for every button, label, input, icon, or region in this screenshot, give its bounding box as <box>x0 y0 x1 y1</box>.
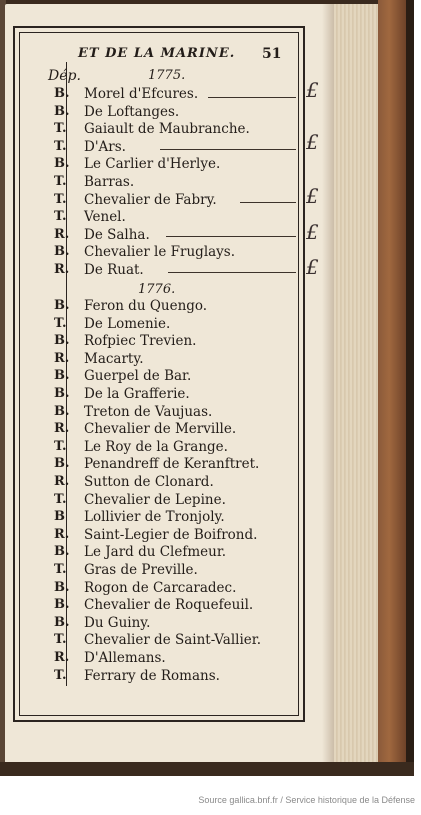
department-code: T. <box>54 138 67 154</box>
list-entry <box>0 192 330 209</box>
department-code: T. <box>54 191 67 207</box>
department-code: B. <box>54 86 70 101</box>
department-code: R. <box>54 474 70 489</box>
department-code: T. <box>54 667 67 683</box>
handwritten-margin-mark: £ <box>306 220 319 244</box>
list-entry <box>0 209 330 226</box>
department-code: T. <box>54 209 67 225</box>
handwritten-margin-mark: £ <box>306 184 319 208</box>
department-code: B. <box>54 614 70 630</box>
department-code: R. <box>54 421 70 437</box>
officer-name: Chevalier de Merville. <box>84 421 237 438</box>
year-heading-1776: 1776. <box>138 282 176 297</box>
department-code: B. <box>54 368 70 384</box>
department-code: R. <box>54 262 70 277</box>
list-entry <box>0 544 330 561</box>
officer-name: De Salha. <box>84 226 150 243</box>
officer-name: Chevalier de Roquefeuil. <box>84 597 254 614</box>
list-entry <box>0 456 330 473</box>
officer-name: Saint-Legier de Boifrond. <box>84 526 258 543</box>
department-code: B. <box>54 544 70 560</box>
list-entry <box>0 668 330 685</box>
running-head: ET DE LA MARINE. <box>78 46 236 61</box>
handwritten-margin-mark: £ <box>306 255 319 279</box>
handwritten-line <box>240 202 296 203</box>
department-code: B. <box>54 403 70 419</box>
list-entry <box>0 244 330 261</box>
list-entry <box>0 121 330 138</box>
list-entry <box>0 509 330 526</box>
department-code: B. <box>54 456 70 472</box>
officer-name: Rogon de Carcaradec. <box>84 579 237 596</box>
list-entry <box>0 615 330 632</box>
list-entry <box>0 104 330 121</box>
list-entry <box>0 527 330 544</box>
department-code: T. <box>54 491 67 507</box>
officer-name: Macarty. <box>84 350 144 367</box>
officer-name: De la Grafferie. <box>84 386 190 402</box>
officer-name: D'Allemans. <box>84 650 166 666</box>
department-code: B. <box>54 298 70 313</box>
department-code: T. <box>54 121 67 137</box>
list-entry <box>0 421 330 438</box>
handwritten-margin-mark: £ <box>306 130 319 154</box>
page-number: 51 <box>262 46 282 62</box>
department-code: T. <box>54 562 67 577</box>
list-entry <box>0 156 330 173</box>
column-heading-dep: Dép. <box>48 68 81 84</box>
officer-name: Chevalier de Lepine. <box>84 491 226 508</box>
officer-name: Guerpel de Bar. <box>84 368 192 385</box>
list-entry <box>0 404 330 421</box>
scan-bottom-border <box>0 762 414 776</box>
officer-name: Sutton de Clonard. <box>84 474 214 490</box>
list-entry <box>0 580 330 597</box>
list-entry <box>0 492 330 509</box>
department-code: T. <box>54 438 67 454</box>
handwritten-line <box>168 272 296 273</box>
officer-name: D'Ars. <box>84 138 126 155</box>
department-code: B. <box>54 333 70 349</box>
department-code: B. <box>54 244 70 260</box>
list-entry <box>0 386 330 403</box>
officer-name: Feron du Quengo. <box>84 298 208 314</box>
list-entry <box>0 174 330 191</box>
department-code: R. <box>54 350 70 366</box>
year-heading-1775: 1775. <box>148 68 186 83</box>
officer-name: Le Roy de la Grange. <box>84 438 228 455</box>
list-entry <box>0 562 330 579</box>
department-code: T. <box>54 174 67 189</box>
officer-name: Le Jard du Clefmeur. <box>84 544 227 561</box>
officer-name: De Loftanges. <box>84 103 180 120</box>
officer-name: Chevalier le Fruglays. <box>84 244 236 261</box>
officer-name: Treton de Vaujuas. <box>84 403 213 420</box>
list-entry <box>0 632 330 649</box>
officer-name: Gaiault de Maubranche. <box>84 121 250 138</box>
officer-name: Chevalier de Fabry. <box>84 191 217 208</box>
list-entry <box>0 439 330 456</box>
department-code: R. <box>54 650 70 665</box>
list-entry <box>0 139 330 156</box>
handwritten-line <box>166 236 296 237</box>
leather-cover-edge <box>378 0 406 776</box>
officer-name: Lollivier de Tronjoly. <box>84 509 225 526</box>
department-code: R. <box>54 526 70 542</box>
stacked-page-edges <box>334 4 380 766</box>
handwritten-margin-mark: £ <box>306 78 319 102</box>
handwritten-line <box>208 97 296 98</box>
list-entry <box>0 474 330 491</box>
list-entry <box>0 86 330 103</box>
list-entry <box>0 316 330 333</box>
officer-name: De Lomenie. <box>84 315 171 332</box>
department-code: R. <box>54 226 70 242</box>
department-code: B <box>54 509 65 525</box>
officer-name: Penandreff de Keranftret. <box>84 456 260 473</box>
list-entry <box>0 368 330 385</box>
list-entry <box>0 262 330 279</box>
department-code: B. <box>54 386 70 401</box>
officer-name: Du Guiny. <box>84 614 151 631</box>
officer-name: Rofpiec Trevien. <box>84 333 197 350</box>
list-entry <box>0 333 330 350</box>
list-entry <box>0 298 330 315</box>
department-code: B. <box>54 156 70 172</box>
officer-name: De Ruat. <box>84 262 144 278</box>
source-credit: Source gallica.bnf.fr / Service historique de la Défense <box>198 795 415 805</box>
officer-name: Barras. <box>84 174 135 190</box>
list-entry <box>0 650 330 667</box>
list-entry <box>0 597 330 614</box>
list-entry <box>0 351 330 368</box>
officer-name: Le Carlier d'Herlye. <box>84 156 221 173</box>
department-code: T. <box>54 632 67 648</box>
department-code: B. <box>54 597 70 613</box>
department-code: B. <box>54 103 70 119</box>
department-code: T. <box>54 315 67 331</box>
cover-shadow <box>406 0 414 776</box>
handwritten-line <box>160 149 296 150</box>
officer-name: Venel. <box>84 209 126 226</box>
department-code: B. <box>54 579 70 595</box>
officer-name: Morel d'Efcures. <box>84 86 199 102</box>
officer-name: Chevalier de Saint-Vallier. <box>84 632 262 649</box>
officer-name: Gras de Preville. <box>84 562 198 578</box>
officer-name: Ferrary de Romans. <box>84 667 220 684</box>
